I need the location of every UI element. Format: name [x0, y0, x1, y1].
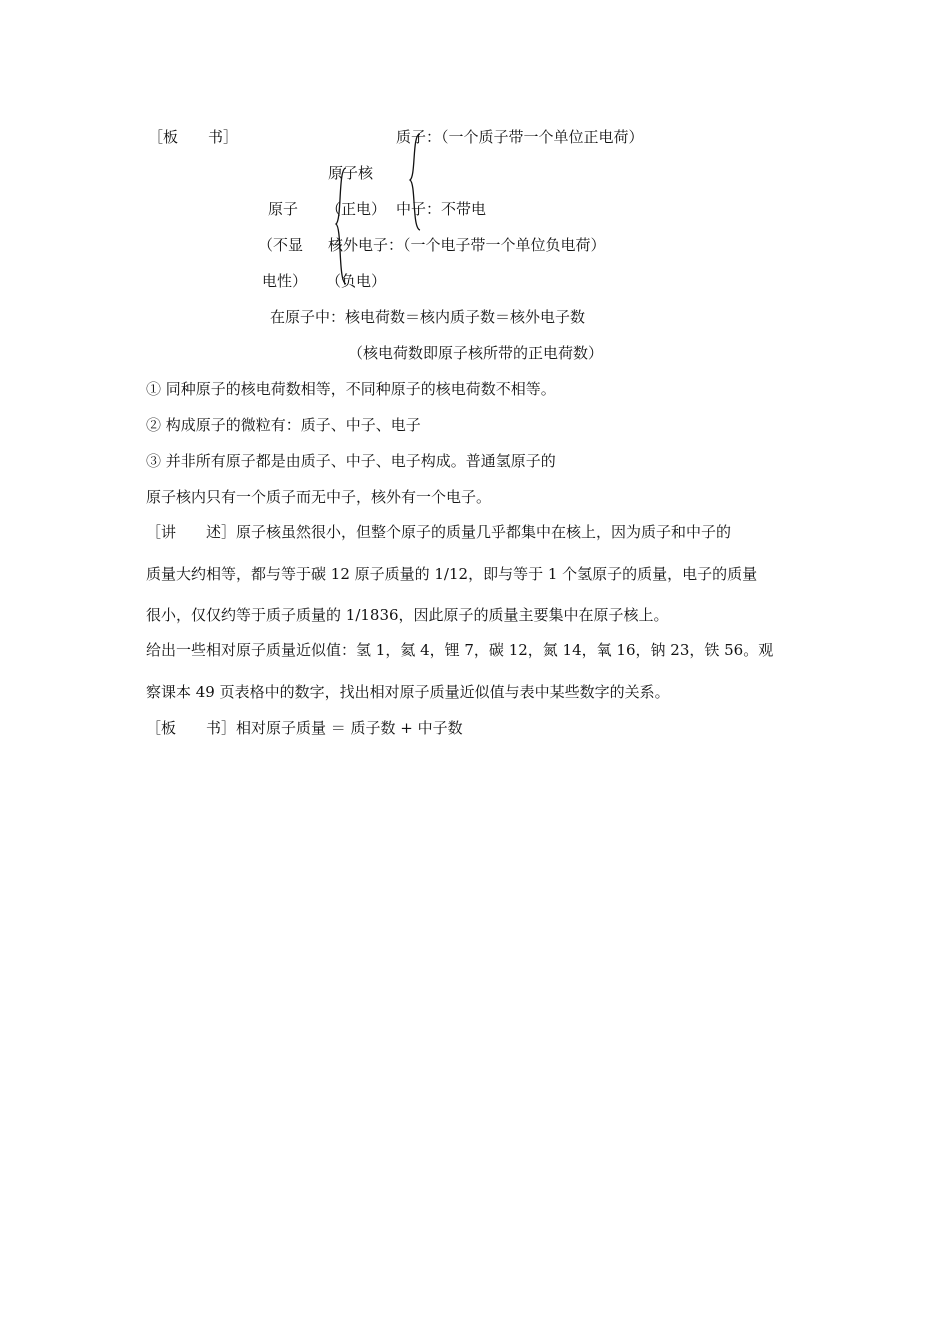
neutral-label-1: （不显 [258, 236, 304, 254]
relative-mass-formula: ［板 书］相对原子质量 ＝ 质子数 + 中子数 [146, 719, 463, 737]
mass-values-line-1: 给出一些相对原子质量近似值：氢 1，氦 4，锂 7，碳 12，氮 14，氧 16，钠 23，铁 56。观 [146, 641, 774, 659]
neutron-line: 中子：不带电 [396, 200, 487, 218]
charge-note: （核电荷数即原子核所带的正电荷数） [348, 344, 604, 362]
board-label: ［板 书］ [148, 128, 239, 146]
lecture-line-3: 很小，仅仅约等于质子质量的 1/1836，因此原子的质量主要集中在原子核上。 [146, 606, 669, 624]
atom-label: 原子 [268, 200, 299, 218]
neutral-label-2: 电性） [262, 272, 308, 290]
point-1: ① 同种原子的核电荷数相等，不同种原子的核电荷数不相等。 [146, 380, 556, 398]
atom-brace [334, 166, 348, 286]
point-3-continued: 原子核内只有一个质子而无中子，核外有一个电子。 [146, 488, 492, 506]
negative-label: （负电） [326, 272, 387, 290]
proton-line: 质子：（一个质子带一个单位正电荷） [396, 128, 644, 146]
lecture-line-1: ［讲 述］原子核虽然很小，但整个原子的质量几乎都集中在核上，因为质子和中子的 [146, 523, 732, 541]
positive-label: （正电） [326, 200, 387, 218]
lecture-line-2: 质量大约相等，都与等于碳 12 原子质量的 1/12，即与等于 1 个氢原子的质量，电子的质量 [146, 565, 758, 583]
nucleus-brace [408, 132, 422, 232]
nucleus-label: 原子核 [328, 164, 374, 182]
point-2: ② 构成原子的微粒有：质子、中子、电子 [146, 416, 421, 434]
point-3: ③ 并非所有原子都是由质子、中子、电子构成。普通氢原子的 [146, 452, 556, 470]
electron-line: 核外电子：（一个电子带一个单位负电荷） [328, 236, 606, 254]
charge-equation: 在原子中：核电荷数＝核内质子数＝核外电子数 [270, 308, 586, 326]
mass-values-line-2: 察课本 49 页表格中的数字，找出相对原子质量近似值与表中某些数字的关系。 [146, 683, 670, 701]
